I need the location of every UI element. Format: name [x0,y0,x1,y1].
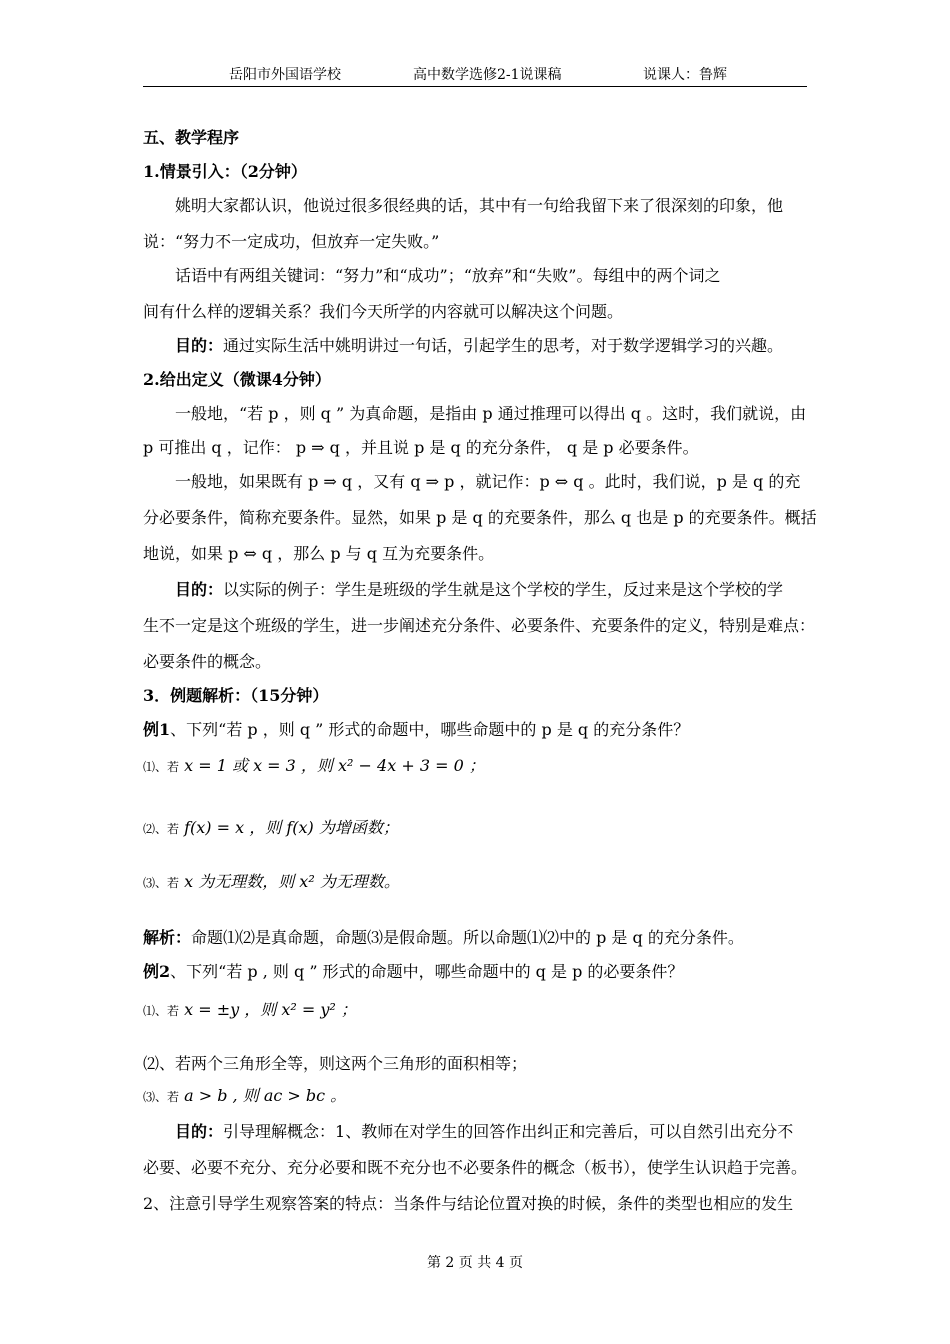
paragraph-line: 说：“努力不一定成功，但放弃一定失败。” [143,232,440,251]
purpose-label: 目的： [175,1122,224,1141]
page-header [143,66,807,87]
example-item [143,818,399,839]
item-label: ⑶、若 [143,876,180,890]
analysis-line [143,928,744,948]
section-title: 五、教学程序 [143,128,240,147]
paragraph-line: 间有什么样的逻辑关系？我们今天所学的内容就可以解决这个问题。 [143,302,624,321]
header-speaker: 说课人：鲁辉 [643,67,727,83]
paragraph-line: 必要、必要不充分、充分必要和既不充分也不必要条件的概念（板书），使学生认识趋于完善。 [143,1158,808,1177]
header-school: 岳阳市外国语学校 [229,67,341,83]
example-item [143,756,485,777]
paragraph-line: 2、注意引导学生观察答案的特点：当条件与结论位置对换的时候，条件的类型也相应的发生 [143,1194,794,1213]
purpose-line [143,580,783,600]
analysis-text: 命题⑴⑵是真命题，命题⑶是假命题。所以命题⑴⑵中的 p 是 q 的充分条件。 [191,928,744,947]
example-item: ⑵、若两个三角形全等，则这两个三角形的面积相等； [143,1054,528,1073]
item-label: ⑴、若 [143,760,180,774]
header-course: 高中数学选修2-1说课稿 [413,67,562,83]
math-expression: f(x) = x ，则 f(x) 为增函数； [184,818,399,837]
purpose-line [143,336,783,356]
math-expression: x = ±y ，则 x² = y² ； [184,1000,357,1019]
paragraph-line: p 可推出 q ，记作： p ⇒ q ，并且说 p 是 q 的充分条件， q 是 p 必要条件。 [143,438,699,457]
item-label: ⑴、若 [143,1004,180,1018]
purpose-label: 目的： [175,580,224,599]
example-item [143,872,400,893]
purpose-label: 目的： [175,336,224,355]
purpose-text: 以实际的例子：学生是班级的学生就是这个学校的学生，反过来是这个学校的学 [223,580,784,599]
purpose-text: 通过实际生活中姚明讲过一句话，引起学生的思考，对于数学逻辑学习的兴趣。 [223,336,784,355]
example-item [143,1000,357,1021]
subsection-title: 1.情景引入：（2分钟） [143,162,307,181]
paragraph-line: 分必要条件，简称充要条件。显然，如果 p 是 q 的充要条件，那么 q 也是 p 的充要条件。概括 [143,508,817,527]
example-line [143,962,683,982]
paragraph-line: 地说，如果 p ⇔ q ，那么 p 与 q 互为充要条件。 [143,544,495,563]
example-line [143,720,689,740]
example-label: 例1 [143,720,171,739]
paragraph-line: 一般地，“若 p ，则 q ” 为真命题，是指由 p 通过推理可以得出 q 。这时，我们就说，由 [175,404,807,423]
example-text: 、下列“若 p , 则 q ” 形式的命题中，哪些命题中的 q 是 p 的必要条件？ [170,962,684,981]
item-label: ⑶、若 [143,1090,180,1104]
paragraph-line: 生不一定是这个班级的学生，进一步阐述充分条件、必要条件、充要条件的定义，特别是难点： [143,616,816,635]
paragraph-line: 话语中有两组关键词：“努力”和“成功”；“放弃”和“失败”。每组中的两个词之 [175,266,721,285]
subsection-title: 3．例题解析：（15分钟） [143,686,329,705]
example-label: 例2 [143,962,171,981]
item-label: ⑵、若 [143,822,180,836]
purpose-text: 引导理解概念：1、教师在对学生的回答作出纠正和完善后，可以自然引出充分不 [223,1122,794,1141]
paragraph-line: 姚明大家都认识，他说过很多很经典的话，其中有一句给我留下来了很深刻的印象，他 [175,196,784,215]
subsection-title: 2.给出定义（微课4分钟） [143,370,331,389]
paragraph-line: 一般地，如果既有 p ⇒ q ，又有 q ⇒ p ，就记作：p ⇔ q 。此时，我们说，p 是 q 的充 [175,472,801,491]
paragraph-line: 必要条件的概念。 [143,652,272,671]
example-item [143,1086,346,1107]
example-text: 、下列“若 p ，则 q ” 形式的命题中，哪些命题中的 p 是 q 的充分条件？ [170,720,690,739]
page-footer: 第 2 页 共 4 页 [426,1255,524,1271]
math-expression: x 为无理数，则 x² 为无理数。 [184,872,400,891]
analysis-label: 解析： [143,928,192,947]
purpose-line [143,1122,793,1142]
math-expression: x = 1 或 x = 3 ，则 x² − 4x + 3 = 0 ； [184,756,485,775]
math-expression: a > b , 则 ac > bc 。 [184,1086,347,1105]
